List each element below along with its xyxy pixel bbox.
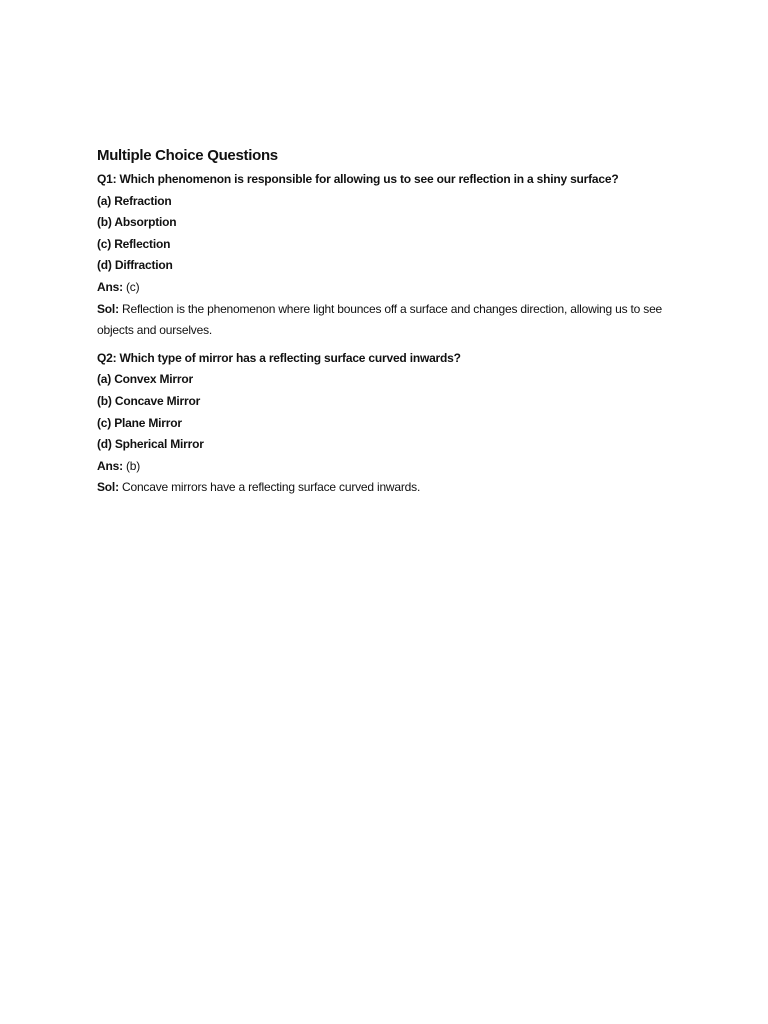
question-block-1 [97,169,697,342]
question-text: Q2: Which type of mirror has a reflecting surface curved inwards? [97,350,461,365]
solution-line [97,299,697,342]
solution-text: Reflection is the phenomenon where light bounces off a surface and changes direction, allowing us to see objects and ourselves. [97,301,663,338]
solution-label: Sol: [97,301,119,316]
solution-label: Sol: [97,480,119,495]
answer-label: Ans: [97,279,123,294]
answer-label: Ans: [97,458,123,473]
option-a: (a) Convex Mirror [97,372,193,387]
question-text: Q1: Which phenomenon is responsible for allowing us to see our reflection in a shiny surface? [97,172,619,186]
option-d: (d) Diffraction [97,258,173,273]
section-heading: Multiple Choice Questions [97,147,278,164]
question-block-2 [97,348,697,499]
option-c: (c) Reflection [97,236,171,251]
document-page [97,145,697,499]
option-b: (b) Absorption [97,215,177,230]
option-c: (c) Plane Mirror [97,415,182,430]
solution-line [97,477,697,499]
answer-value: (b) [126,458,141,473]
option-a: (a) Refraction [97,193,172,208]
answer-line [97,277,697,299]
option-b: (b) Concave Mirror [97,393,201,408]
option-d: (d) Spherical Mirror [97,437,204,452]
answer-line [97,456,697,478]
answer-value: (c) [126,279,140,294]
solution-text: Concave mirrors have a reflecting surface curved inwards. [122,480,421,495]
